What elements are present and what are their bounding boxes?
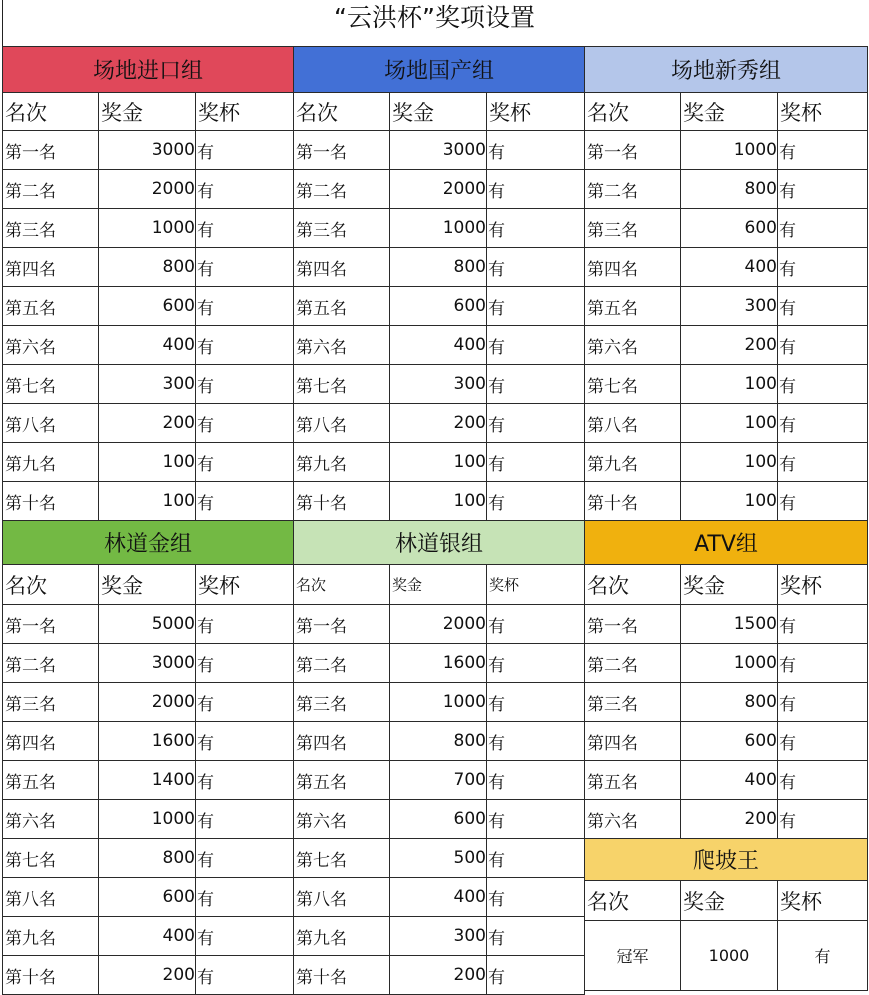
trophy-cell: 有: [778, 921, 868, 991]
rank-cell: 第三名: [294, 209, 390, 248]
prize-cell: 600: [99, 878, 196, 917]
group-header: 场地新秀组: [585, 47, 868, 93]
trophy-cell: 有: [778, 287, 868, 326]
prize-cell: 300: [390, 365, 487, 404]
rank-cell: 第四名: [3, 248, 99, 287]
table-row: [585, 921, 868, 991]
trophy-cell: 有: [487, 761, 585, 800]
trophy-cell: 有: [196, 131, 294, 170]
rank-cell: 第九名: [585, 443, 681, 482]
rank-cell: 第二名: [3, 170, 99, 209]
page-title: “云洪杯”奖项设置: [334, 3, 535, 32]
col-trophy-header: 奖杯: [778, 93, 868, 131]
prize-cell: 200: [99, 956, 196, 995]
table-row: [294, 605, 585, 644]
rank-cell: 第七名: [294, 365, 390, 404]
trophy-cell: 有: [778, 365, 868, 404]
rank-cell: 第十名: [294, 956, 390, 995]
rank-cell: 第三名: [3, 209, 99, 248]
rank-cell: 第七名: [585, 365, 681, 404]
rank-cell: 第六名: [585, 800, 681, 839]
table-row: [585, 605, 868, 644]
col-rank-header: 名次: [3, 565, 99, 605]
prize-cell: 1000: [99, 800, 196, 839]
group-table-forest-gold: [2, 520, 294, 995]
col-trophy-header: 奖杯: [778, 565, 868, 605]
trophy-cell: 有: [196, 326, 294, 365]
table-row: [3, 722, 294, 761]
group-table-hill-king: [584, 838, 868, 991]
trophy-cell: 有: [487, 644, 585, 683]
table-row: [3, 404, 294, 443]
prize-cell: 1000: [99, 209, 196, 248]
table-row: [585, 761, 868, 800]
rank-cell: 第六名: [3, 326, 99, 365]
rank-cell: 第二名: [585, 170, 681, 209]
trophy-cell: 有: [196, 683, 294, 722]
trophy-cell: 有: [487, 482, 585, 521]
table-row: [585, 404, 868, 443]
prize-cell: 600: [681, 722, 778, 761]
prize-cell: 100: [99, 443, 196, 482]
prize-cell: 400: [99, 326, 196, 365]
rank-cell: 第九名: [3, 443, 99, 482]
prize-cell: 100: [681, 482, 778, 521]
prize-cell: 300: [99, 365, 196, 404]
table-row: [3, 644, 294, 683]
rank-cell: 第四名: [294, 722, 390, 761]
table-row: [294, 878, 585, 917]
trophy-cell: 有: [487, 365, 585, 404]
trophy-cell: 有: [778, 170, 868, 209]
prize-cell: 300: [390, 917, 487, 956]
rank-cell: 第十名: [3, 482, 99, 521]
trophy-cell: 有: [196, 800, 294, 839]
trophy-cell: 有: [196, 248, 294, 287]
rank-cell: 第二名: [585, 644, 681, 683]
group-header: 场地国产组: [294, 47, 585, 93]
rank-cell: 第八名: [585, 404, 681, 443]
prize-cell: 400: [681, 248, 778, 287]
trophy-cell: 有: [487, 287, 585, 326]
trophy-cell: 有: [778, 761, 868, 800]
table-row: [3, 761, 294, 800]
rank-cell: 第三名: [3, 683, 99, 722]
table-row: [3, 683, 294, 722]
trophy-cell: 有: [778, 209, 868, 248]
rank-cell: 第七名: [294, 839, 390, 878]
rank-cell: 第六名: [585, 326, 681, 365]
table-row: [3, 170, 294, 209]
prize-cell: 200: [390, 404, 487, 443]
rank-cell: 第五名: [3, 761, 99, 800]
group-table-forest-silver: [293, 520, 585, 995]
trophy-cell: 有: [778, 605, 868, 644]
table-row: [3, 209, 294, 248]
prize-cell: 1000: [681, 644, 778, 683]
rank-cell: 第一名: [585, 131, 681, 170]
prize-cell: 100: [681, 365, 778, 404]
rank-cell: 第八名: [3, 404, 99, 443]
prize-cell: 800: [681, 683, 778, 722]
rank-cell: 第八名: [294, 878, 390, 917]
col-prize-header: 奖金: [390, 93, 487, 131]
prize-cell: 200: [99, 404, 196, 443]
prize-cell: 600: [390, 800, 487, 839]
trophy-cell: 有: [778, 131, 868, 170]
table-row: [294, 644, 585, 683]
trophy-cell: 有: [196, 761, 294, 800]
group-table-domestic: [293, 46, 585, 521]
prize-cell: 600: [390, 287, 487, 326]
table-row: [294, 443, 585, 482]
col-prize-header: 奖金: [681, 881, 778, 921]
prize-cell: 100: [681, 443, 778, 482]
table-row: [294, 248, 585, 287]
trophy-cell: 有: [778, 800, 868, 839]
table-row: [585, 482, 868, 521]
table-row: [585, 443, 868, 482]
trophy-cell: 有: [487, 800, 585, 839]
group-header: 林道银组: [294, 521, 585, 565]
trophy-cell: 有: [778, 644, 868, 683]
trophy-cell: 有: [196, 170, 294, 209]
rank-cell: 第八名: [294, 404, 390, 443]
table-row: [3, 287, 294, 326]
table-row: [294, 839, 585, 878]
table-row: [3, 605, 294, 644]
trophy-cell: 有: [487, 878, 585, 917]
prize-cell: 2000: [390, 170, 487, 209]
rank-cell: 第九名: [294, 917, 390, 956]
trophy-cell: 有: [487, 956, 585, 995]
prize-cell: 100: [390, 443, 487, 482]
rank-cell: 第六名: [294, 326, 390, 365]
table-row: [294, 482, 585, 521]
trophy-cell: 有: [196, 443, 294, 482]
rank-cell: 冠军: [585, 921, 681, 991]
prize-cell: 800: [99, 839, 196, 878]
trophy-cell: 有: [487, 170, 585, 209]
prize-cell: 1400: [99, 761, 196, 800]
rank-cell: 第十名: [294, 482, 390, 521]
prize-cell: 100: [681, 404, 778, 443]
trophy-cell: 有: [196, 878, 294, 917]
table-row: [585, 209, 868, 248]
prize-cell: 100: [390, 482, 487, 521]
prize-cell: 200: [390, 956, 487, 995]
prize-cell: 3000: [99, 644, 196, 683]
table-row: [585, 170, 868, 209]
prize-cell: 1000: [390, 683, 487, 722]
group-header: 场地进口组: [3, 47, 294, 93]
trophy-cell: 有: [778, 443, 868, 482]
table-row: [3, 839, 294, 878]
trophy-cell: 有: [196, 605, 294, 644]
trophy-cell: 有: [778, 722, 868, 761]
trophy-cell: 有: [778, 482, 868, 521]
trophy-cell: 有: [487, 839, 585, 878]
trophy-cell: 有: [487, 404, 585, 443]
table-row: [585, 644, 868, 683]
trophy-cell: 有: [487, 131, 585, 170]
rank-cell: 第四名: [585, 248, 681, 287]
prize-cell: 800: [681, 170, 778, 209]
table-row: [294, 956, 585, 995]
table-row: [294, 365, 585, 404]
table-row: [585, 722, 868, 761]
rank-cell: 第五名: [3, 287, 99, 326]
rank-cell: 第二名: [3, 644, 99, 683]
left-border-line: [2, 0, 3, 46]
table-row: [3, 800, 294, 839]
rank-cell: 第九名: [3, 917, 99, 956]
table-row: [585, 248, 868, 287]
table-row: [294, 170, 585, 209]
group-table-atv: [584, 520, 868, 839]
col-rank-header: 名次: [585, 565, 681, 605]
rank-cell: 第三名: [585, 683, 681, 722]
table-row: [585, 287, 868, 326]
table-row: [294, 683, 585, 722]
trophy-cell: 有: [196, 917, 294, 956]
prize-cell: 2000: [99, 683, 196, 722]
trophy-cell: 有: [196, 644, 294, 683]
prize-cell: 1000: [681, 131, 778, 170]
table-row: [294, 761, 585, 800]
prize-cell: 600: [99, 287, 196, 326]
trophy-cell: 有: [487, 209, 585, 248]
table-row: [3, 365, 294, 404]
trophy-cell: 有: [196, 404, 294, 443]
col-rank-header: 名次: [585, 881, 681, 921]
prize-cell: 800: [390, 722, 487, 761]
rank-cell: 第一名: [294, 131, 390, 170]
table-row: [585, 326, 868, 365]
rank-cell: 第一名: [294, 605, 390, 644]
group-header: 林道金组: [3, 521, 294, 565]
rank-cell: 第七名: [3, 839, 99, 878]
trophy-cell: 有: [778, 404, 868, 443]
prize-cell: 800: [390, 248, 487, 287]
prize-cell: 800: [99, 248, 196, 287]
prize-cell: 500: [390, 839, 487, 878]
prize-cell: 300: [681, 287, 778, 326]
table-row: [294, 800, 585, 839]
col-prize-header: 奖金: [681, 565, 778, 605]
table-row: [3, 326, 294, 365]
table-row: [3, 482, 294, 521]
rank-cell: 第六名: [3, 800, 99, 839]
trophy-cell: 有: [196, 839, 294, 878]
rank-cell: 第九名: [294, 443, 390, 482]
prize-cell: 600: [681, 209, 778, 248]
rank-cell: 第八名: [3, 878, 99, 917]
prize-cell: 1000: [390, 209, 487, 248]
prize-cell: 400: [390, 878, 487, 917]
group-header: 爬坡王: [585, 839, 868, 881]
prize-cell: 400: [681, 761, 778, 800]
trophy-cell: 有: [196, 956, 294, 995]
prize-cell: 2000: [390, 605, 487, 644]
col-trophy-header: 奖杯: [196, 93, 294, 131]
table-row: [585, 800, 868, 839]
trophy-cell: 有: [487, 326, 585, 365]
table-row: [3, 131, 294, 170]
rank-cell: 第一名: [3, 131, 99, 170]
col-trophy-header: 奖杯: [487, 565, 585, 605]
prize-cell: 1500: [681, 605, 778, 644]
table-row: [294, 722, 585, 761]
trophy-cell: 有: [196, 482, 294, 521]
trophy-cell: 有: [487, 248, 585, 287]
rank-cell: 第三名: [294, 683, 390, 722]
prize-cell: 1600: [99, 722, 196, 761]
table-row: [294, 404, 585, 443]
table-row: [3, 956, 294, 995]
table-row: [585, 131, 868, 170]
col-rank-header: 名次: [585, 93, 681, 131]
prize-cell: 200: [681, 800, 778, 839]
group-header: ATV组: [585, 521, 868, 565]
rank-cell: 第十名: [3, 956, 99, 995]
trophy-cell: 有: [487, 722, 585, 761]
table-row: [3, 878, 294, 917]
prize-cell: 2000: [99, 170, 196, 209]
prize-cell: 400: [390, 326, 487, 365]
table-row: [294, 287, 585, 326]
table-row: [3, 443, 294, 482]
trophy-cell: 有: [487, 443, 585, 482]
rank-cell: 第一名: [3, 605, 99, 644]
rank-cell: 第七名: [3, 365, 99, 404]
rank-cell: 第四名: [294, 248, 390, 287]
table-row: [3, 917, 294, 956]
rank-cell: 第三名: [585, 209, 681, 248]
prize-cell: 1000: [681, 921, 778, 991]
table-row: [294, 917, 585, 956]
rank-cell: 第四名: [3, 722, 99, 761]
prize-cell: 3000: [99, 131, 196, 170]
trophy-cell: 有: [196, 209, 294, 248]
trophy-cell: 有: [196, 722, 294, 761]
col-rank-header: 名次: [294, 93, 390, 131]
prize-cell: 200: [681, 326, 778, 365]
table-row: [3, 248, 294, 287]
prize-cell: 1600: [390, 644, 487, 683]
prize-cell: 400: [99, 917, 196, 956]
col-prize-header: 奖金: [681, 93, 778, 131]
prize-cell: 700: [390, 761, 487, 800]
prize-cell: 100: [99, 482, 196, 521]
col-trophy-header: 奖杯: [487, 93, 585, 131]
table-row: [294, 326, 585, 365]
rank-cell: 第六名: [294, 800, 390, 839]
group-table-rookie: [584, 46, 868, 521]
trophy-cell: 有: [487, 917, 585, 956]
col-rank-header: 名次: [294, 565, 390, 605]
trophy-cell: 有: [778, 248, 868, 287]
table-row: [294, 209, 585, 248]
col-prize-header: 奖金: [99, 565, 196, 605]
group-table-import: [2, 46, 294, 521]
rank-cell: 第五名: [585, 761, 681, 800]
trophy-cell: 有: [487, 683, 585, 722]
trophy-cell: 有: [778, 326, 868, 365]
col-trophy-header: 奖杯: [196, 565, 294, 605]
trophy-cell: 有: [487, 605, 585, 644]
rank-cell: 第二名: [294, 170, 390, 209]
trophy-cell: 有: [196, 287, 294, 326]
rank-cell: 第四名: [585, 722, 681, 761]
rank-cell: 第五名: [294, 287, 390, 326]
prize-cell: 3000: [390, 131, 487, 170]
rank-cell: 第五名: [294, 761, 390, 800]
table-row: [585, 683, 868, 722]
col-trophy-header: 奖杯: [778, 881, 868, 921]
table-row: [294, 131, 585, 170]
col-prize-header: 奖金: [390, 565, 487, 605]
trophy-cell: 有: [778, 683, 868, 722]
col-prize-header: 奖金: [99, 93, 196, 131]
rank-cell: 第十名: [585, 482, 681, 521]
rank-cell: 第一名: [585, 605, 681, 644]
rank-cell: 第五名: [585, 287, 681, 326]
rank-cell: 第二名: [294, 644, 390, 683]
col-rank-header: 名次: [3, 93, 99, 131]
prize-cell: 5000: [99, 605, 196, 644]
trophy-cell: 有: [196, 365, 294, 404]
table-row: [585, 365, 868, 404]
